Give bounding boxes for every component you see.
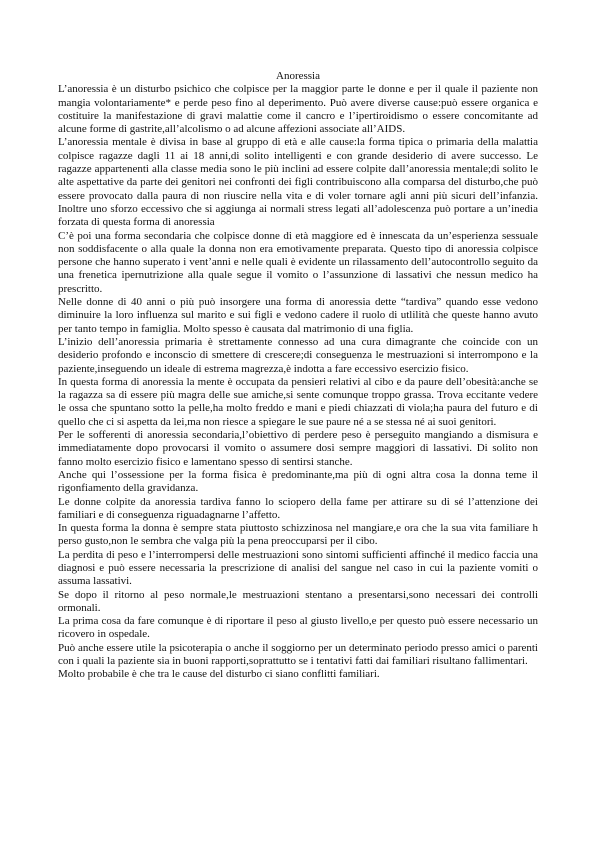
paragraph: In questa forma di anoressia la mente è occupata da pensieri relativi al cibo e da paure dell’obesità:anche se la ragazza sa di essere più magra delle sue amiche,si sente comunque troppo grassa. Trova eccitante vedere le ossa che spuntano sotto la pelle,ha molto freddo e mani e piedi chiazzati di viola;ha paura del futuro e di quello che ci si aspetta da lei,ma non riesce a spiegare le sue paure né a se stessa né ai suoi genitori.: [58, 375, 538, 428]
paragraph: Se dopo il ritorno al peso normale,le mestruazioni stentano a presentarsi,sono necessari dei controlli ormonali.: [58, 588, 538, 614]
paragraph: Le donne colpite da anoressia tardiva fanno lo sciopero della fame per attirare su di sé l’attenzione dei familiari e di conseguenza riguadagnarne l’affetto.: [58, 495, 538, 521]
document-body: [58, 70, 538, 682]
paragraph: L’inizio dell’anoressia primaria è strettamente connesso ad una cura dimagrante che coincide con un desiderio profondo e inconscio di smettere di crescere;di conseguenza le mestruazioni si interrompono e la paziente,inseguendo un ideale di estrema magrezza,è indotta a fare eccessivo esercizio fisico.: [58, 335, 538, 375]
paragraph: La perdita di peso e l’interrompersi delle mestruazioni sono sintomi sufficienti affinché il medico faccia una diagnosi e può essere necessaria la prescrizione di analisi del sangue nel caso in cui la paziente vomiti o assuma lassativi.: [58, 548, 538, 588]
paragraph: L’anoressia mentale è divisa in base al gruppo di età e alle cause:la forma tipica o primaria della malattia colpisce ragazze dagli 11 ai 18 anni,di solito intelligenti e con grande desiderio di avere successo. Le ragazze appartenenti alla classe media sono le più inclini ad essere colpite dall’anoressia mentale;di solito le alte aspettative da parte dei genitori nei confronti dei figli contribuiscono alla comparsa del disturbo,che può essere provocato dalla paura di non riuscire nella vita e di voler tornare agli anni più sicuri dell’infanzia. Inoltre uno sforzo eccessivo che si aggiunga ai normali stress legati all’adolescenza può portare a un’inedia forzata di questa forma di anoressia: [58, 136, 538, 229]
paragraph: C’è poi una forma secondaria che colpisce donne di età maggiore ed è innescata da un’esperienza sessuale non soddisfacente o alla quale la donna non era emotivamente preparata. Questo tipo di anoressia colpisce persone che hanno superato i vent’anni e nelle quali è evidente un rilassamento dell’autocontrollo seguito da una frenetica ipernutrizione alla quale segue il vomito o l’assunzione di lassativi che nessun medico ha prescritto.: [58, 229, 538, 295]
document-title: Anoressia: [276, 70, 320, 82]
paragraph: In questa forma la donna è sempre stata piuttosto schizzinosa nel mangiare,e ora che la sua vita familiare h perso gusto,non le sembra che valga più la pena preoccuparsi per il cibo.: [58, 522, 538, 548]
paragraph: Anche qui l’ossessione per la forma fisica è predominante,ma più di ogni altra cosa la donna teme il rigonfiamento della gravidanza.: [58, 468, 538, 495]
paragraph: L’anoressia è un disturbo psichico che colpisce per la maggior parte le donne e per il quale il paziente non mangia volontariamente* e perde peso fino al deperimento. Può avere diverse cause:può essere organica e costituire la manifestazione di gravi malattie come il cancro e l’ipertiroidismo o essere concomitante ad alcune forme di gastrite,all’alcolismo o ad alcune affezioni associate all’AIDS.: [58, 83, 538, 136]
paragraph: Molto probabile è che tra le cause del disturbo ci siano conflitti familiari.: [58, 668, 380, 681]
paragraph: Per le sofferenti di anoressia secondaria,l’obiettivo di perdere peso è perseguito mangiando a dismisura e immediatamente dopo provocarsi il vomito o assumere dosi sempre maggiori di lassativi. Di solito non fanno molto esercizio fisico e lamentano spesso di sentirsi stanche.: [58, 429, 538, 468]
paragraph: Può anche essere utile la psicoterapia o anche il soggiorno per un determinato periodo presso amici o parenti con i quali la paziente sia in buoni rapporti,soprattutto se i tentativi fatti dai familiari risultano fallimentari.: [58, 641, 538, 668]
paragraph: Nelle donne di 40 anni o più può insorgere una forma di anoressia dette “tardiva” quando esse vedono diminuire la loro influenza sul marito e sui figli e vedono cadere il ruolo di utlilità che queste hanno avuto per tanto tempo in famiglia. Molto spesso è causata dal matrimonio di una figlia.: [58, 296, 538, 335]
paragraph: La prima cosa da fare comunque è di riportare il peso al giusto livello,e per questo può essere necessario un ricovero in ospedale.: [58, 615, 538, 641]
